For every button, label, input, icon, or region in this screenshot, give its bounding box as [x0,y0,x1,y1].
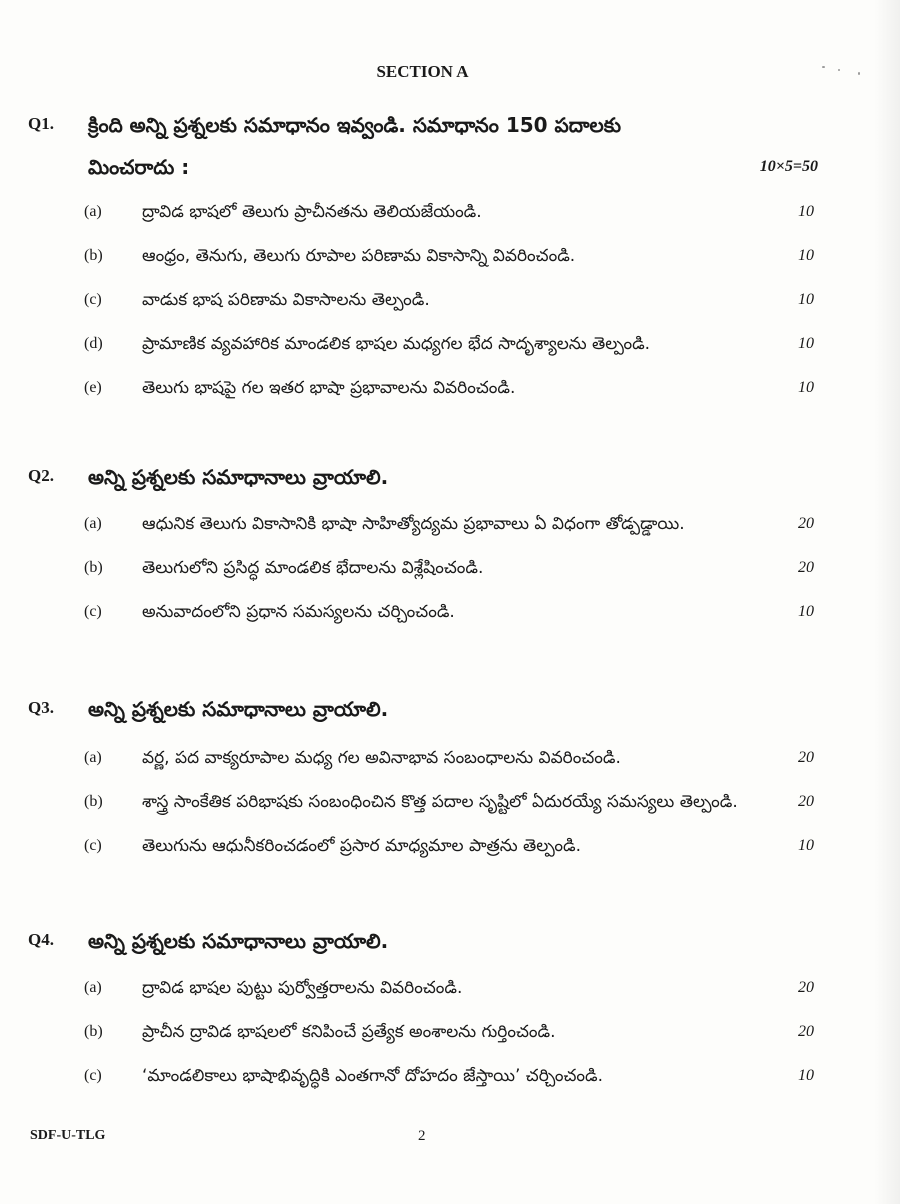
subquestion-list [28,192,818,408]
question-instruction: అన్ని ప్రశ్నలకు సమాధానాలు వ్రాయాలి. [88,929,389,953]
subquestion-label: (a) [84,979,102,996]
question-2 [28,456,818,498]
subquestion-marks: 10 [798,291,814,308]
subquestion-marks: 20 [798,515,814,532]
subquestion-label: (d) [84,335,103,352]
question-number: Q3. [28,698,54,717]
question-instruction: క్రింది అన్ని ప్రశ్నలకు సమాధానం ఇవ్వండి. సమాధానం 150 పదాలకు [88,113,622,137]
subquestion-label: (b) [84,1023,103,1040]
subquestion-text: తెలుగు భాషపై గల ఇతర భాషా ప్రభావాలను వివరించండి. [142,378,516,398]
question-1 [28,104,818,188]
subquestion-text: శాస్త్ర సాంకేతిక పరిభాషకు సంబంధించిన కొత్త పదాల సృష్టిలో ఏదురయ్యే సమస్యలు తెల్పండి. [142,792,738,812]
subquestion-marks: 10 [798,1067,814,1084]
subquestion-marks: 10 [798,203,814,220]
subquestion-text: తెలుగులోని ప్రసిద్ధ మాండలిక భేదాలను విశ్లేషించండి. [142,558,484,578]
subquestion [84,504,814,544]
paper-code: SDF-U-TLG [30,1128,106,1143]
subquestion-label: (b) [84,559,103,576]
question-4 [28,920,818,962]
subquestion [84,782,814,822]
subquestion [84,738,814,778]
subquestion-marks: 10 [798,379,814,396]
subquestion-label: (a) [84,515,102,532]
subquestion-text: తెలుగును ఆధునీకరించడంలో ప్రసార మాధ్యమాల పాత్రను తెల్పండి. [142,836,582,856]
question-instruction: అన్ని ప్రశ్నలకు సమాధానాలు వ్రాయాలి. [88,465,389,489]
subquestion-marks: 10 [798,837,814,854]
subquestion [84,236,814,276]
question-number: Q1. [28,114,54,133]
subquestion-marks: 10 [798,335,814,352]
subquestion-list [28,968,818,1096]
subquestion [84,192,814,232]
section-title: SECTION A [376,62,469,81]
subquestion-text: ద్రావిడ భాషల పుట్టు పుర్వోత్తరాలను వివరించండి. [142,978,463,998]
subquestion [84,324,814,364]
subquestion [84,1012,814,1052]
question-instruction: అన్ని ప్రశ్నలకు సమాధానాలు వ్రాయాలి. [88,697,389,721]
page-number: 2 [418,1128,426,1144]
subquestion-text: ‘మాండలికాలు భాషాభివృద్ధికి ఎంతగానో దోహదం జేస్తాయి’ చర్చించండి. [142,1066,604,1086]
subquestion [84,592,814,632]
subquestion-text: ద్రావిడ భాషలో తెలుగు ప్రాచీనతను తెలియజేయండి. [142,202,482,222]
subquestion-label: (a) [84,749,102,766]
subquestion-marks: 20 [798,749,814,766]
subquestion [84,826,814,866]
subquestion [84,1056,814,1096]
subquestion-label: (c) [84,603,102,620]
subquestion-text: ఆంధ్రం, తెనుగు, తెలుగు రూపాల పరిణామ వికాసాన్ని వివరించండి. [142,246,576,266]
question-instruction-cont: మించరాదు : [88,155,190,179]
question-instruction-line2 [88,146,818,188]
subquestion-marks: 10 [798,603,814,620]
question-3 [28,688,818,730]
scan-edge-shadow [874,0,900,1204]
subquestion [84,548,814,588]
subquestion-text: ప్రాచీన ద్రావిడ భాషలలో కనిపించే ప్రత్యేక అంశాలను గుర్తించండి. [142,1022,556,1042]
subquestion [84,280,814,320]
subquestion-marks: 20 [798,559,814,576]
subquestion-text: వాడుక భాష పరిణామ వికాసాలను తెల్పండి. [142,290,430,310]
question-marks: 10×5=50 [759,158,818,175]
subquestion-text: ఆధునిక తెలుగు వికాసానికి భాషా సాహిత్యోద్యమ ప్రభావాలు ఏ విధంగా తోడ్పడ్డాయి. [142,514,685,534]
subquestion-label: (b) [84,247,103,264]
subquestion-label: (c) [84,837,102,854]
subquestion-label: (a) [84,203,102,220]
subquestion-marks: 20 [798,979,814,996]
subquestion-marks: 10 [798,247,814,264]
subquestion-list [28,504,818,632]
subquestion-text: అనువాదంలోని ప్రధాన సమస్యలను చర్చించండి. [142,602,455,622]
question-number: Q4. [28,930,54,949]
question-number: Q2. [28,466,54,485]
scan-speck [858,72,860,75]
subquestion-marks: 20 [798,1023,814,1040]
subquestion [84,368,814,408]
subquestion-text: వర్ణ, పద వాక్యరూపాల మధ్య గల అవినాభావ సంబంధాలను వివరించండి. [142,748,621,768]
subquestion-label: (c) [84,291,102,308]
subquestion-label: (b) [84,793,103,810]
subquestion-label: (c) [84,1067,102,1084]
subquestion-list [28,738,818,866]
subquestion-label: (e) [84,379,102,396]
subquestion-text: ప్రామాణిక వ్యవహారిక మాండలిక భాషల మధ్యగల భేద సాదృశ్యాలను తెల్పండి. [142,334,651,354]
subquestion [84,968,814,1008]
subquestion-marks: 20 [798,793,814,810]
